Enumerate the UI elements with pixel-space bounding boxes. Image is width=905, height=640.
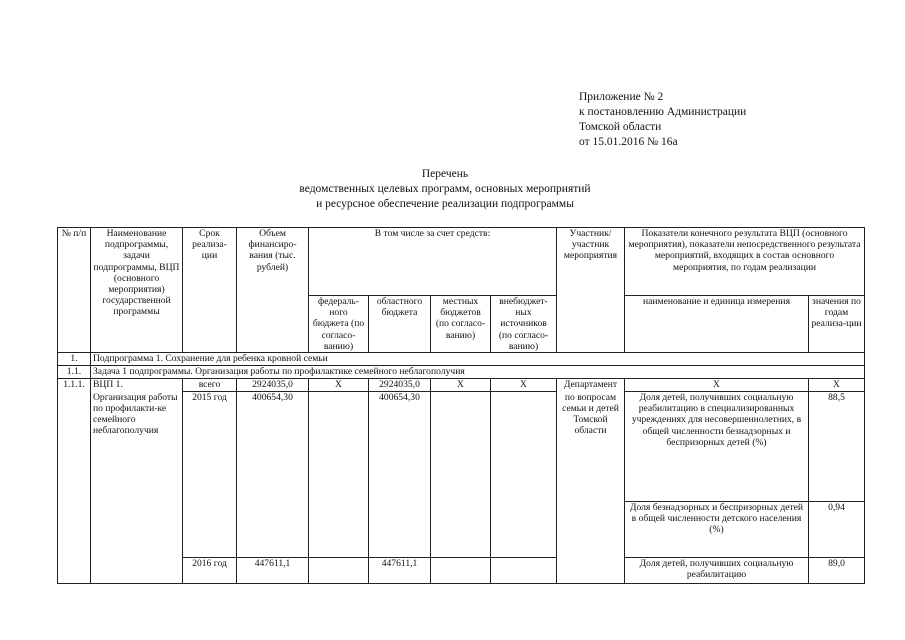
header-term: Срок реализа-ции xyxy=(183,228,237,353)
regional-2016: 447611,1 xyxy=(369,558,431,584)
local-total: Х xyxy=(431,379,491,392)
header-federal: федераль-ного бюджета (по согласо-ванию) xyxy=(309,296,369,353)
title-line: и ресурсное обеспечение реализации подпрограммы xyxy=(316,198,574,210)
value-2015-1: 88,5 xyxy=(809,392,865,502)
document-title xyxy=(200,167,690,212)
local-2016 xyxy=(431,558,491,584)
participant-name: по вопросам семьи и детей Томской области xyxy=(557,392,625,584)
term-2016: 2016 год xyxy=(183,558,237,584)
indicator-2016-1: Доля детей, получивших социальную реабилитацию xyxy=(625,558,809,584)
value-2015-2: 0,94 xyxy=(809,502,865,558)
task-title: Задача 1 подпрограммы. Организация работы по профилактике семейного неблагополучия xyxy=(91,366,865,379)
header-num: № п/п xyxy=(58,228,91,353)
header-indicator-values: значения по годам реализа-ции xyxy=(809,296,865,353)
vcp-name-short: ВЦП 1. xyxy=(91,379,183,392)
header-regional: областного бюджета xyxy=(369,296,431,353)
table-row xyxy=(58,392,865,502)
table-row xyxy=(58,379,865,392)
volume-2016: 447611,1 xyxy=(237,558,309,584)
vcp-name: Организация работы по профилакти-ке семейного неблагополучия xyxy=(91,392,183,584)
term-total: всего xyxy=(183,379,237,392)
value-2016-1: 89,0 xyxy=(809,558,865,584)
value-total: Х xyxy=(809,379,865,392)
indicator-2015-2: Доля безнадзорных и беспризорных детей в общей численности детского населения (%) xyxy=(625,502,809,558)
appendix-line: к постановлению Администрации xyxy=(579,106,747,118)
federal-total: Х xyxy=(309,379,369,392)
table-row xyxy=(58,366,865,379)
federal-2015 xyxy=(309,392,369,558)
header-volume: Объем финансиро-вания (тыс. рублей) xyxy=(237,228,309,353)
indicator-2015-1: Доля детей, получивших социальную реабилитацию в специализированных учреждениях для несовершеннолетних, в общей численности безнадзорных и беспризорных детей (%) xyxy=(625,392,809,502)
participant-top: Департамент xyxy=(557,379,625,392)
indicator-total: Х xyxy=(625,379,809,392)
federal-2016 xyxy=(309,558,369,584)
header-indicator-name: наименование и единица измерения xyxy=(625,296,809,353)
header-indicators: Показатели конечного результата ВЦП (основного мероприятия), показатели непосредственного результата мероприятий, входящих в состав основного мероприятия, по годам реализации xyxy=(625,228,865,296)
row-num: 1.1. xyxy=(58,366,91,379)
table-row xyxy=(58,353,865,366)
header-extra: внебюджет-ных источников (по согласо-ванию) xyxy=(491,296,557,353)
volume-total: 2924035,0 xyxy=(237,379,309,392)
row-num: 1. xyxy=(58,353,91,366)
appendix-line: Приложение № 2 xyxy=(579,91,664,103)
programs-table xyxy=(57,227,865,584)
header-name: Наименование подпрограммы, задачи подпрограммы, ВЦП (основного мероприятия) государственной программы xyxy=(91,228,183,353)
extra-2016 xyxy=(491,558,557,584)
row-num: 1.1.1. xyxy=(58,379,91,584)
appendix-block xyxy=(579,90,746,150)
extra-total: Х xyxy=(491,379,557,392)
regional-2015: 400654,30 xyxy=(369,392,431,558)
header-participant: Участник/ участник мероприятия xyxy=(557,228,625,353)
extra-2015 xyxy=(491,392,557,558)
appendix-line: Томской области xyxy=(579,121,662,133)
header-local: местных бюджетов (по согласо-ванию) xyxy=(431,296,491,353)
regional-total: 2924035,0 xyxy=(369,379,431,392)
term-2015: 2015 год xyxy=(183,392,237,558)
header-sources: В том числе за счет средств: xyxy=(309,228,557,296)
subprogram-title: Подпрограмма 1. Сохранение для ребенка кровной семьи xyxy=(91,353,865,366)
title-line: ведомственных целевых программ, основных мероприятий xyxy=(299,183,591,195)
local-2015 xyxy=(431,392,491,558)
appendix-line: от 15.01.2016 № 16а xyxy=(579,136,678,148)
volume-2015: 400654,30 xyxy=(237,392,309,558)
title-line: Перечень xyxy=(421,168,469,180)
